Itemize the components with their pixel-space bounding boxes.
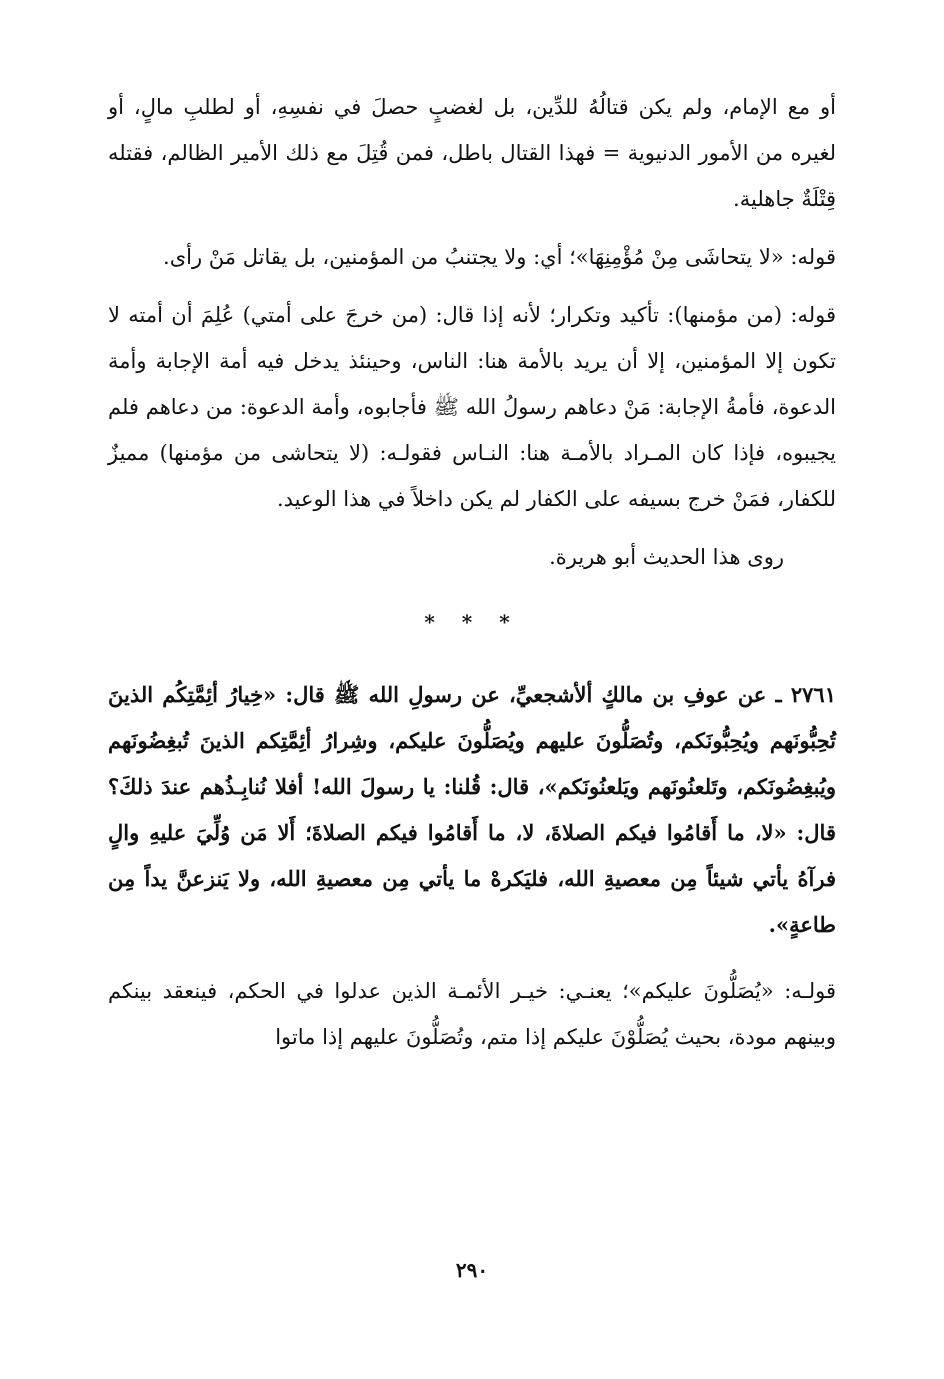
page-number: ٢٩٠ [455,1258,489,1282]
paragraph-commentary-2: قوله: (من مؤمنها): تأكيد وتكرار؛ لأنه إذا قال: (من خرجَ على أمتي) عُلِمَ أن أمته لا تكون إلا المؤمنين، إلا أن يريد بالأمة هنا: الناس، وحينئذ يدخل فيه أمة الإجابة وأمة الدعوة، فأمةُ الإجابة: مَنْ دعاهم رسولُ الله ﷺ فأجابوه، وأمة الدعوة: من دعاهم فلم يجيبوه، فإذا كان المـراد بالأمـة هنا: النـاس فقولـه: (لا يتحاشى من مؤمنها) مميزٌ للكفار، فمَنْ خرج بسيفه على الكفار لم يكن داخلاً في هذا الوعيد. [108,303,836,511]
page-body [108,84,836,1060]
section-divider: * * * [424,610,520,634]
paragraph-continuation: أو مع الإمام، ولم يكن قتالُهُ للدِّين، بل لغضبٍ حصلَ في نفسِهِ، أو لطلبِ مالٍ، أو لغيره من الأمور الدنيوية = فهذا القتال باطل، فمن قُتِلَ مع ذلك الأمير الظالم، فقتله قِتْلَةٌ جاهلية. [108,95,836,211]
paragraph-commentary-3: قولـه: «يُصَلُّونَ عليكم»؛ يعنـي: خيـر الأئمـة الذين عدلوا في الحكم، فينعقد بينكم وبينهم مودة، بحيث يُصَلُّوْنَ عليكم إذا متم، وتُصَلُّونَ عليهم إذا ماتوا [108,979,836,1049]
hadith-text: ٢٧٦١ ـ عن عوفِ بن مالكٍ ألأشجعيِّ، عن رسولِ الله ﷺ قال: «خِيارُ أئِمَّتِكُم الذينَ تُحِبُّونَهم ويُحِبُّونَكم، وتُصَلُّونَ عليهم ويُصَلُّونَ عليكم، وشِرارُ أئِمَّتِكم الذينَ تُبغِضُونَهم ويُبغِضُونَكم، وتَلعنُونَهم ويَلعنُونَكم»، قال: قُلنا: يا رسولَ الله! أفلا نُنابِـذُهم عندَ ذلكَ؟ قال: «لا، ما أَقامُوا فيكم الصلاةَ، لا، ما أَقامُوا فيكم الصلاةَ؛ أَلا مَن وُلِّيَ عليهِ والٍ فرآهُ يأتي شيئاً مِن معصيةِ الله، فليَكرهْ ما يأتي مِن معصيةِ الله، ولا يَنزعنَّ يداً مِن طاعةٍ». [108,682,836,937]
paragraph-narrator: روى هذا الحديث أبو هريرة. [549,545,784,569]
paragraph-commentary-1: قوله: «لا يتحاشَى مِنْ مُؤْمِنِهَا»؛ أي: ولا يجتنبُ من المؤمنين، بل يقاتل مَنْ رأى. [163,245,836,269]
